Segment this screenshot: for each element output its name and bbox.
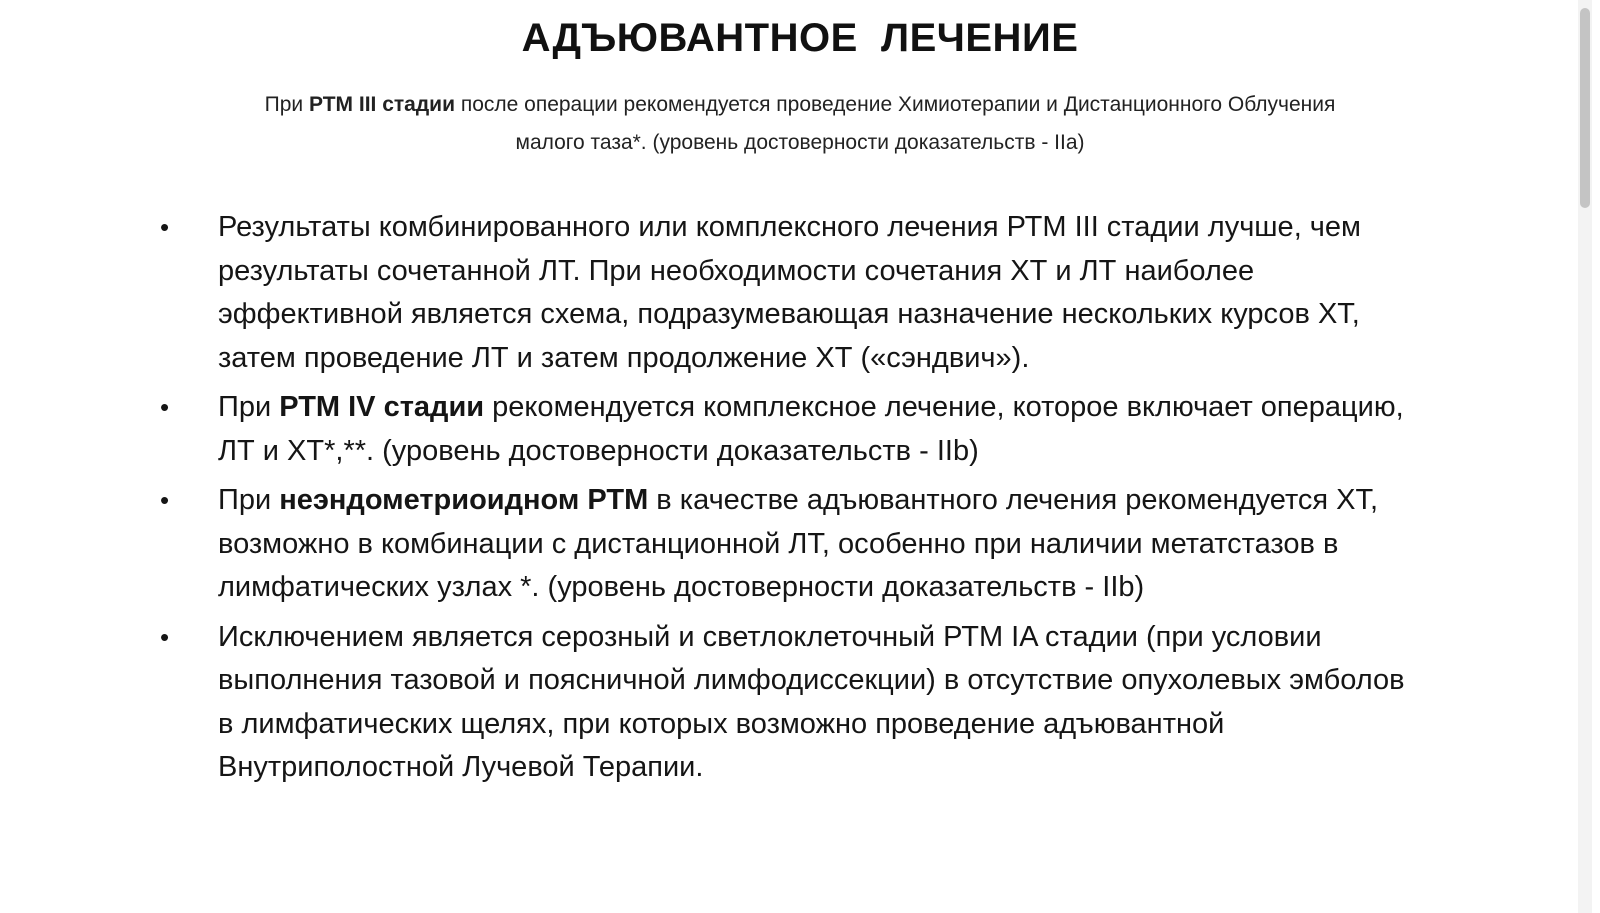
bullet-text-prefix: При: [218, 391, 280, 423]
page-title: АДЪЮВАНТНОЕ ЛЕЧЕНИЕ: [521, 16, 1079, 60]
bullet-dot-icon: •: [160, 621, 170, 652]
scrollbar-thumb[interactable]: [1580, 8, 1590, 208]
bullet-text-rest: в качестве адъювантного лечения рекомендуется ХТ, возможно в комбинации с дистанционной ЛТ, особенно при наличии метатстазов в лимфатических узлах *. (уровень достоверности доказательств - IIb): [218, 484, 1379, 603]
bullet-text-rest: рекомендуется комплексное лечение, которое включает операцию, ЛТ и ХТ*,**. (уровень достоверности доказательств - IIb): [218, 391, 1404, 467]
subtitle-rest: после операции рекомендуется проведение Химиотерапии и Дистанционного Облучения: [454, 93, 1336, 116]
subtitle: [140, 86, 1460, 162]
subtitle-prefix: При: [264, 93, 309, 116]
vertical-scrollbar[interactable]: [1578, 0, 1592, 913]
bullet-item-3: [160, 479, 1420, 610]
bullet-text-prefix: При: [218, 484, 280, 516]
bullet-dot-icon: •: [160, 485, 170, 515]
subtitle-line2: малого таза*. (уровень достоверности доказательств - IIa): [515, 131, 1085, 154]
bullet-dot-icon: •: [160, 392, 170, 422]
bullet-list: [160, 206, 1420, 796]
bullet-item-1: [160, 206, 1420, 380]
bullet-item-4: [160, 616, 1420, 790]
bullet-text: Результаты комбинированного или комплексного лечения РТМ III стадии лучше, чем результаты сочетанной ЛТ. При необходимости сочетания ХТ и ЛТ наиболее эффективной является схема, подразумевающая назначение нескольких курсов ХТ, затем проведение ЛТ и затем продолжение ХТ («сэндвич»).: [218, 211, 1361, 374]
bullet-dot-icon: •: [160, 212, 170, 242]
bullet-text: Исключением является серозный и светлоклеточный РТМ IA стадии (при условии выполнения тазовой и поясничной лимфодиссекции) в отсутствие опухолевых эмболов в лимфатических щелях, при которых возможно проведение адъювантной Внутриполостной Лучевой Терапии.: [218, 620, 1405, 783]
subtitle-bold: РТМ III стадии: [308, 93, 455, 116]
bullet-item-2: [160, 386, 1420, 473]
bullet-text-bold: неэндометриоидном РТМ: [279, 484, 649, 516]
bullet-text-bold: РТМ IV стадии: [279, 391, 485, 423]
